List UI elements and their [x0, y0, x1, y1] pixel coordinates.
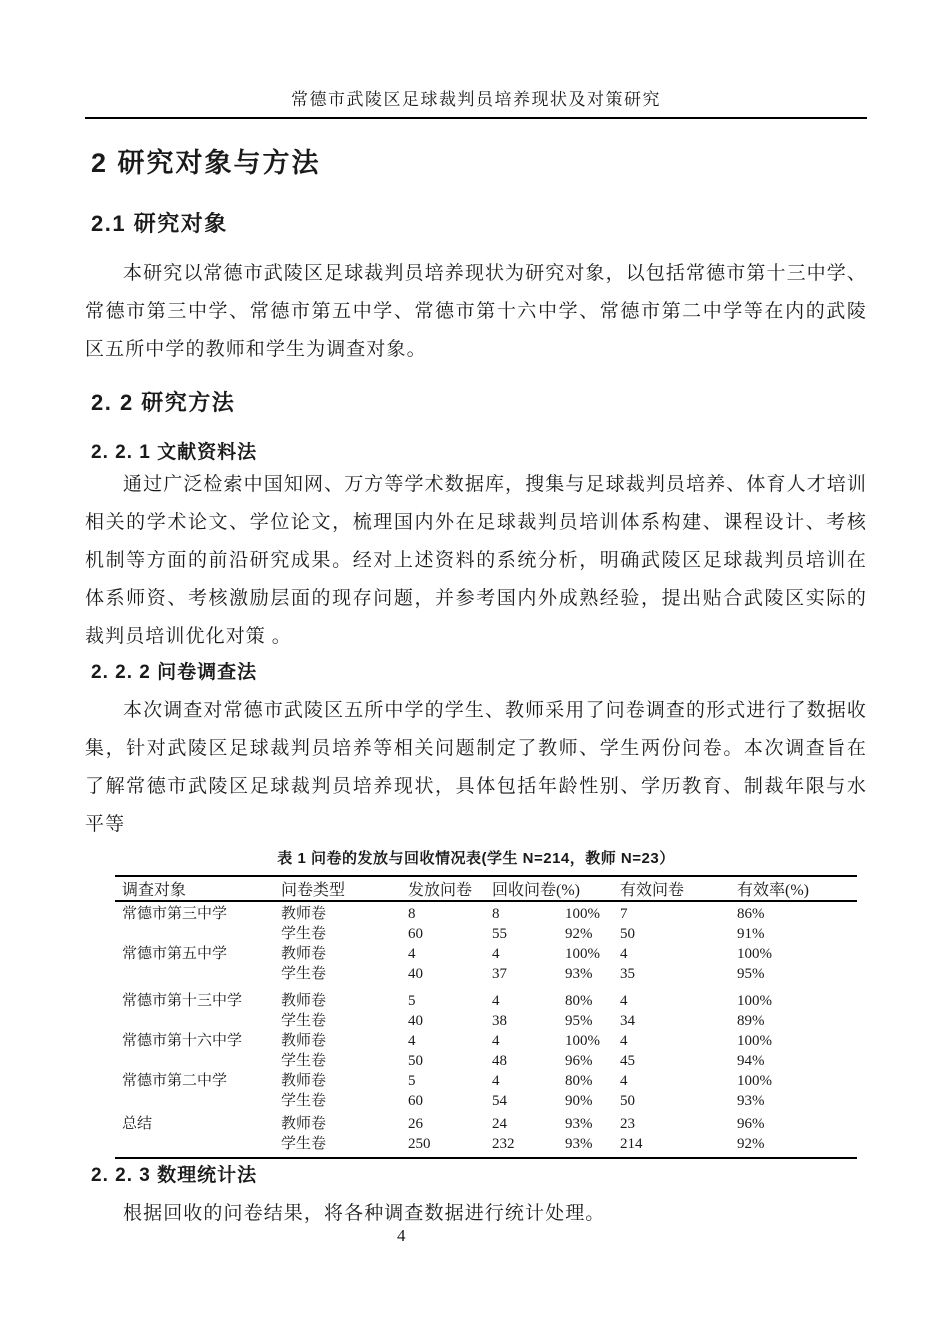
table-row	[115, 1051, 857, 1071]
table-cell-collect_rate: 100%	[565, 906, 600, 922]
table-cell-issued: 5	[408, 993, 416, 1009]
table-row	[115, 944, 857, 964]
table-cell-valid: 23	[620, 1116, 635, 1132]
table-cell-school	[115, 1134, 281, 1154]
table-header-valid: 有效问卷	[620, 882, 685, 899]
table-cell-valid: 4	[620, 946, 628, 962]
table-cell-valid: 50	[620, 926, 635, 942]
table-caption: 表 1 问卷的发放与回收情况表(学生 N=214，教师 N=23）	[277, 850, 675, 867]
running-header-title: 常德市武陵区足球裁判员培养现状及对策研究	[291, 90, 661, 109]
section-2-2-3-paragraph: 根据回收的问卷结果，将各种调查数据进行统计处理。	[123, 1203, 606, 1224]
table-cell-valid: 34	[620, 1013, 635, 1029]
table-cell-school: 常德市第十六中学	[122, 1033, 243, 1049]
table-cell-collect_rate: 96%	[565, 1053, 593, 1069]
table-cell-issued: 250	[408, 1136, 431, 1152]
table-cell-valid: 50	[620, 1093, 635, 1109]
running-header	[85, 0, 867, 119]
table-row	[115, 924, 857, 944]
table-cell-issued: 26	[408, 1116, 423, 1132]
table-cell-collected: 37	[492, 966, 507, 982]
section-2-2-2-paragraph: 本次调查对常德市武陵区五所中学的学生、教师采用了问卷调查的形式进行了数据收集，针对武陵区足球裁判员培养等相关问题制定了教师、学生两份问卷。本次调查旨在了解常德市武陵区足球裁判员培养现状，具体包括年龄性别、学历教育、制裁年限与水平等	[85, 700, 867, 835]
table-cell-school: 常德市第三中学	[122, 906, 228, 922]
table-cell-type: 教师卷	[281, 1073, 327, 1089]
questionnaire-table	[115, 875, 857, 1159]
table-cell-collected: 4	[492, 1073, 500, 1089]
table-cell-school: 常德市第五中学	[122, 946, 228, 962]
table-cell-school	[115, 924, 281, 944]
table-cell-school	[115, 1051, 281, 1071]
table-row	[115, 1011, 857, 1031]
section-2-2-2-heading: 2. 2. 2 问卷调查法	[91, 662, 258, 683]
table-cell-valid_rate: 100%	[737, 1073, 772, 1089]
table-cell-valid_rate: 91%	[737, 926, 765, 942]
table-cell-school	[115, 1011, 281, 1031]
table-cell-valid: 35	[620, 966, 635, 982]
table-cell-type: 学生卷	[281, 966, 327, 982]
table-cell-collect_rate: 95%	[565, 1013, 593, 1029]
page-number: 4	[397, 1226, 406, 1245]
table-row	[115, 964, 857, 984]
table-cell-valid_rate: 96%	[737, 1116, 765, 1132]
table-cell-collect_rate: 93%	[565, 966, 593, 982]
table-cell-collect_rate: 90%	[565, 1093, 593, 1109]
table-cell-type: 学生卷	[281, 926, 327, 942]
table-cell-collected: 232	[492, 1136, 515, 1152]
table-cell-collected: 38	[492, 1013, 507, 1029]
table-cell-collect_rate: 100%	[565, 946, 600, 962]
table-cell-valid: 7	[620, 906, 628, 922]
table-cell-collected: 24	[492, 1116, 507, 1132]
table-cell-collect_rate: 100%	[565, 1033, 600, 1049]
chapter-heading: 2 研究对象与方法	[91, 148, 321, 178]
table-cell-collected: 4	[492, 946, 500, 962]
table-cell-valid_rate: 92%	[737, 1136, 765, 1152]
table-cell-school	[115, 964, 281, 984]
table-cell-valid_rate: 95%	[737, 966, 765, 982]
table-cell-school: 常德市第十三中学	[122, 993, 243, 1009]
table-row	[115, 904, 857, 924]
table-cell-collect_rate: 93%	[565, 1136, 593, 1152]
table-cell-issued: 40	[408, 966, 423, 982]
table-cell-valid: 4	[620, 993, 628, 1009]
table-cell-issued: 5	[408, 1073, 416, 1089]
table-cell-issued: 50	[408, 1053, 423, 1069]
table-cell-valid: 4	[620, 1073, 628, 1089]
table-cell-collected: 48	[492, 1053, 507, 1069]
table-cell-school	[115, 1091, 281, 1111]
table-cell-valid: 4	[620, 1033, 628, 1049]
table-cell-type: 学生卷	[281, 1136, 327, 1152]
table-header-questionnaire-type: 问卷类型	[281, 882, 346, 899]
table-cell-issued: 40	[408, 1013, 423, 1029]
table-header-row	[115, 877, 857, 902]
table-row	[115, 991, 857, 1011]
table-cell-collected: 54	[492, 1093, 507, 1109]
table-cell-valid_rate: 100%	[737, 946, 772, 962]
table-cell-type: 学生卷	[281, 1053, 327, 1069]
section-2-1-heading: 2.1 研究对象	[91, 211, 228, 236]
table-header-collected: 回收问卷(%)	[492, 882, 580, 899]
table-row	[115, 1031, 857, 1051]
table-cell-valid: 45	[620, 1053, 635, 1069]
section-2-2-3-heading: 2. 2. 3 数理统计法	[91, 1165, 258, 1186]
table-cell-valid_rate: 100%	[737, 1033, 772, 1049]
table-cell-collect_rate: 80%	[565, 1073, 593, 1089]
table-cell-issued: 4	[408, 1033, 416, 1049]
table-cell-valid_rate: 100%	[737, 993, 772, 1009]
table-cell-valid_rate: 86%	[737, 906, 765, 922]
table-cell-school: 常德市第二中学	[122, 1073, 228, 1089]
table-cell-issued: 60	[408, 926, 423, 942]
section-2-2-heading: 2. 2 研究方法	[91, 390, 236, 415]
table-cell-valid: 214	[620, 1136, 643, 1152]
table-cell-type: 学生卷	[281, 1093, 327, 1109]
table-cell-school: 总结	[122, 1116, 153, 1132]
table-cell-type: 教师卷	[281, 946, 327, 962]
table-cell-issued: 60	[408, 1093, 423, 1109]
table-cell-issued: 4	[408, 946, 416, 962]
section-2-1-paragraph: 本研究以常德市武陵区足球裁判员培养现状为研究对象，以包括常德市第十三中学、常德市第三中学、常德市第五中学、常德市第十六中学、常德市第二中学等在内的武陵区五所中学的教师和学生为调查对象。	[85, 263, 867, 360]
table-cell-collect_rate: 80%	[565, 993, 593, 1009]
table-cell-type: 学生卷	[281, 1013, 327, 1029]
section-2-2-1-heading: 2. 2. 1 文献资料法	[91, 442, 258, 463]
table-cell-collected: 55	[492, 926, 507, 942]
table-row	[115, 1071, 857, 1091]
table-cell-valid_rate: 93%	[737, 1093, 765, 1109]
table-cell-valid_rate: 89%	[737, 1013, 765, 1029]
table-cell-collect_rate: 92%	[565, 926, 593, 942]
table-cell-collect_rate: 93%	[565, 1116, 593, 1132]
table-cell-issued: 8	[408, 906, 416, 922]
table-row	[115, 1114, 857, 1134]
table-cell-collected: 4	[492, 993, 500, 1009]
table-row	[115, 1134, 857, 1154]
table-header-survey-target: 调查对象	[122, 882, 187, 899]
table-body	[115, 902, 857, 1157]
table-cell-type: 教师卷	[281, 906, 327, 922]
table-header-issued: 发放问卷	[408, 882, 473, 899]
table-cell-collected: 4	[492, 1033, 500, 1049]
table-cell-collected: 8	[492, 906, 500, 922]
table-header-valid-rate: 有效率(%)	[737, 882, 809, 899]
table-cell-valid_rate: 94%	[737, 1053, 765, 1069]
table-cell-type: 教师卷	[281, 1116, 327, 1132]
table-cell-type: 教师卷	[281, 1033, 327, 1049]
table-row	[115, 1091, 857, 1111]
table-cell-type: 教师卷	[281, 993, 327, 1009]
section-2-2-1-paragraph: 通过广泛检索中国知网、万方等学术数据库，搜集与足球裁判员培养、体育人才培训相关的学术论文、学位论文，梳理国内外在足球裁判员培训体系构建、课程设计、考核机制等方面的前沿研究成果。经对上述资料的系统分析，明确武陵区足球裁判员培训在体系师资、考核激励层面的现存问题，并参考国内外成熟经验，提出贴合武陵区实际的裁判员培训优化对策 。	[85, 474, 867, 647]
